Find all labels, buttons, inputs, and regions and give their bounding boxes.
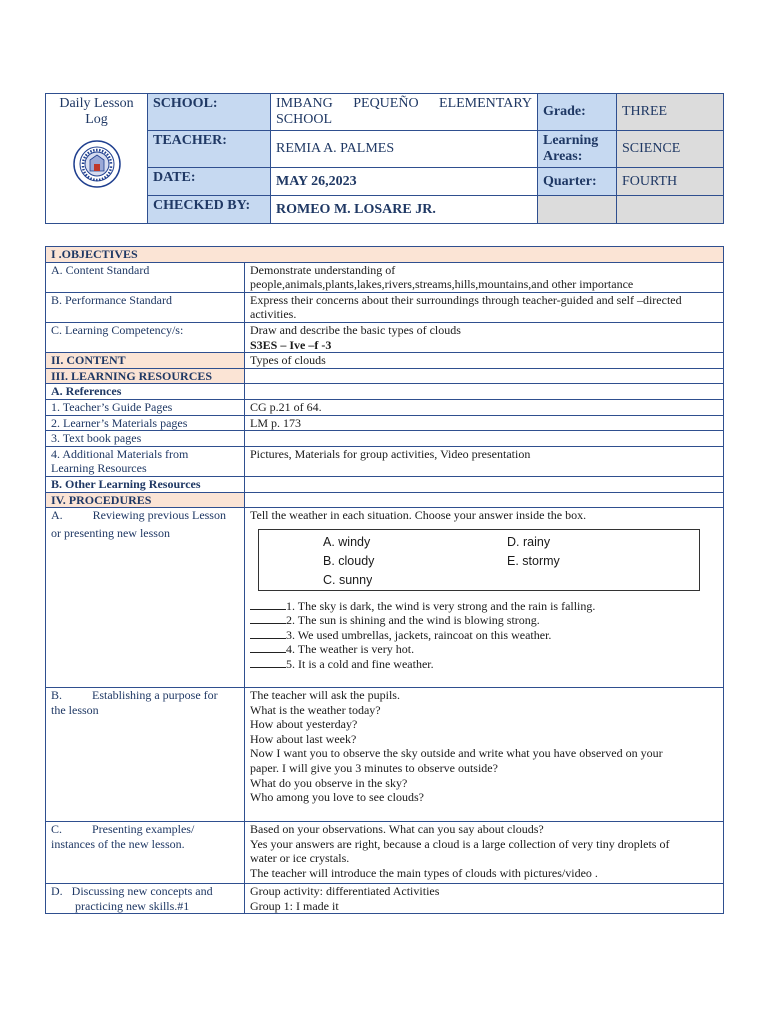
date-label: DATE: <box>148 168 271 196</box>
deped-seal-icon <box>73 140 121 188</box>
school-label: SCHOOL: <box>148 94 271 131</box>
proc-c-label-line: instances of the new lesson. <box>51 836 185 851</box>
grade-label: Grade: <box>538 94 617 131</box>
proc-c-value <box>245 822 724 884</box>
performance-standard-line: Express their concerns about their surroundings through teacher-guided and self –directed <box>250 292 682 307</box>
textbook-label: 3. Text book pages <box>46 431 245 447</box>
choice-item: C. sunny <box>323 572 373 587</box>
content-standard-line: Demonstrate understanding of <box>250 262 396 277</box>
performance-standard-line: activities. <box>250 307 297 322</box>
checked-by-value: ROMEO M. LOSARE JR. <box>271 196 538 224</box>
proc-c-line: Yes your answers are right, because a cloud is a large collection of very tiny droplets of <box>250 836 670 851</box>
competency-line: Draw and describe the basic types of clouds <box>250 322 461 337</box>
doc-title: Daily Lesson Log <box>59 96 134 127</box>
choice-item: B. cloudy <box>323 553 375 568</box>
checked-by-label: CHECKED BY: <box>148 196 271 224</box>
proc-c-line: Based on your observations. What can you say about clouds? <box>250 822 544 837</box>
proc-a-value <box>245 508 724 688</box>
learning-areas-label: Learning Areas: <box>538 131 617 168</box>
choice-item: E. stormy <box>507 553 560 568</box>
additional-label-line: Learning Resources <box>51 461 147 476</box>
additional-label <box>46 446 245 476</box>
proc-c-label-line: C. Presenting examples/ <box>51 822 195 837</box>
content-value: Types of clouds <box>245 353 724 369</box>
empty-cell <box>245 492 724 508</box>
quiz-item-text: 1. The sky is dark, the wind is very strong and the rain is falling. <box>286 598 596 613</box>
additional-label-line: 4. Additional Materials from <box>51 446 189 461</box>
proc-a-label-line: or presenting new lesson <box>51 525 170 540</box>
proc-b-line: How about yesterday? <box>250 717 358 732</box>
teacher-value: REMIA A. PALMES <box>271 131 538 168</box>
answer-blank[interactable] <box>250 642 286 653</box>
empty-cell <box>245 431 724 447</box>
empty-cell <box>245 368 724 384</box>
empty-cell <box>538 196 617 224</box>
choice-item: A. windy <box>323 534 371 549</box>
doc-title-cell <box>46 94 148 224</box>
other-resources-label: B. Other Learning Resources <box>46 476 245 492</box>
choices-box <box>258 529 700 591</box>
performance-standard-label: B. Performance Standard <box>46 292 245 322</box>
empty-cell <box>245 476 724 492</box>
section-procedures: IV. PROCEDURES <box>46 492 245 508</box>
answer-blank[interactable] <box>250 599 286 610</box>
quiz-item <box>250 599 718 614</box>
proc-d-label-line: D. Discussing new concepts and <box>51 884 213 899</box>
empty-cell <box>245 384 724 400</box>
competency-label: C. Learning Competency/s: <box>46 322 245 352</box>
competency-code: S3ES – Ive –f -3 <box>250 337 332 352</box>
proc-a-instruction: Tell the weather in each situation. Choose your answer inside the box. <box>250 508 587 523</box>
learning-areas-value: SCIENCE <box>617 131 724 168</box>
lm-value: LM p. 173 <box>245 415 724 431</box>
proc-a-label <box>46 508 245 688</box>
proc-b-value <box>245 688 724 822</box>
lm-label: 2. Learner’s Materials pages <box>46 415 245 431</box>
proc-b-line: What is the weather today? <box>250 702 381 717</box>
competency-value <box>245 322 724 352</box>
tg-label: 1. Teacher’s Guide Pages <box>46 399 245 415</box>
proc-d-label <box>46 884 245 914</box>
quiz-item <box>250 628 718 643</box>
header-table <box>45 93 724 224</box>
proc-a-label-line: A. Reviewing previous Lesson <box>51 508 226 523</box>
proc-d-line: Group activity: differentiated Activities <box>250 884 440 899</box>
teacher-label: TEACHER: <box>148 131 271 168</box>
proc-b-line: Who among you love to see clouds? <box>250 790 424 805</box>
content-standard-label: A. Content Standard <box>46 262 245 292</box>
lesson-table <box>45 246 724 914</box>
additional-value: Pictures, Materials for group activities, Video presentation <box>245 446 724 476</box>
quarter-value: FOURTH <box>617 168 724 196</box>
quiz-item-text: 5. It is a cold and fine weather. <box>286 657 434 672</box>
quiz-item <box>250 642 718 657</box>
proc-b-line: How about last week? <box>250 731 357 746</box>
answer-blank[interactable] <box>250 613 286 624</box>
proc-b-line: The teacher will ask the pupils. <box>250 688 400 703</box>
references-label: A. References <box>46 384 245 400</box>
proc-b-line: What do you observe in the sky? <box>250 775 408 790</box>
section-objectives: I .OBJECTIVES <box>46 247 724 263</box>
proc-c-line: water or ice crystals. <box>250 851 350 866</box>
quiz-item <box>250 613 718 628</box>
proc-b-label-line: the lesson <box>51 702 99 717</box>
proc-b-line: Now I want you to observe the sky outside and write what you have observed on your <box>250 746 663 761</box>
quiz-item <box>250 657 718 672</box>
school-value: IMBANG PEQUEÑO ELEMENTARY SCHOOL <box>271 94 538 131</box>
proc-d-value <box>245 884 724 914</box>
quiz-item-text: 2. The sun is shining and the wind is blowing strong. <box>286 613 540 628</box>
proc-c-line: The teacher will introduce the main types of clouds with pictures/video . <box>250 865 598 880</box>
section-content: II. CONTENT <box>46 353 245 369</box>
proc-d-line: Group 1: I made it <box>250 898 339 913</box>
proc-c-label <box>46 822 245 884</box>
proc-b-line: paper. I will give you 3 minutes to observe outside? <box>250 761 498 776</box>
quiz-item-text: 4. The weather is very hot. <box>286 642 415 657</box>
content-standard-line: people,animals,plants,lakes,rivers,streams,hills,mountains,and other importance <box>250 277 634 292</box>
date-value: MAY 26,2023 <box>271 168 538 196</box>
content-standard-value <box>245 262 724 292</box>
empty-cell <box>617 196 724 224</box>
tg-value: CG p.21 of 64. <box>245 399 724 415</box>
quarter-label: Quarter: <box>538 168 617 196</box>
choice-item: D. rainy <box>507 534 551 549</box>
proc-b-label <box>46 688 245 822</box>
section-resources: III. LEARNING RESOURCES <box>46 368 245 384</box>
answer-blank[interactable] <box>250 657 286 668</box>
quiz-item-text: 3. We used umbrellas, jackets, raincoat on this weather. <box>286 627 552 642</box>
performance-standard-value <box>245 292 724 322</box>
answer-blank[interactable] <box>250 628 286 639</box>
proc-b-label-line: B. Establishing a purpose for <box>51 688 218 703</box>
proc-d-label-line: practicing new skills.#1 <box>75 898 190 913</box>
grade-value: THREE <box>617 94 724 131</box>
